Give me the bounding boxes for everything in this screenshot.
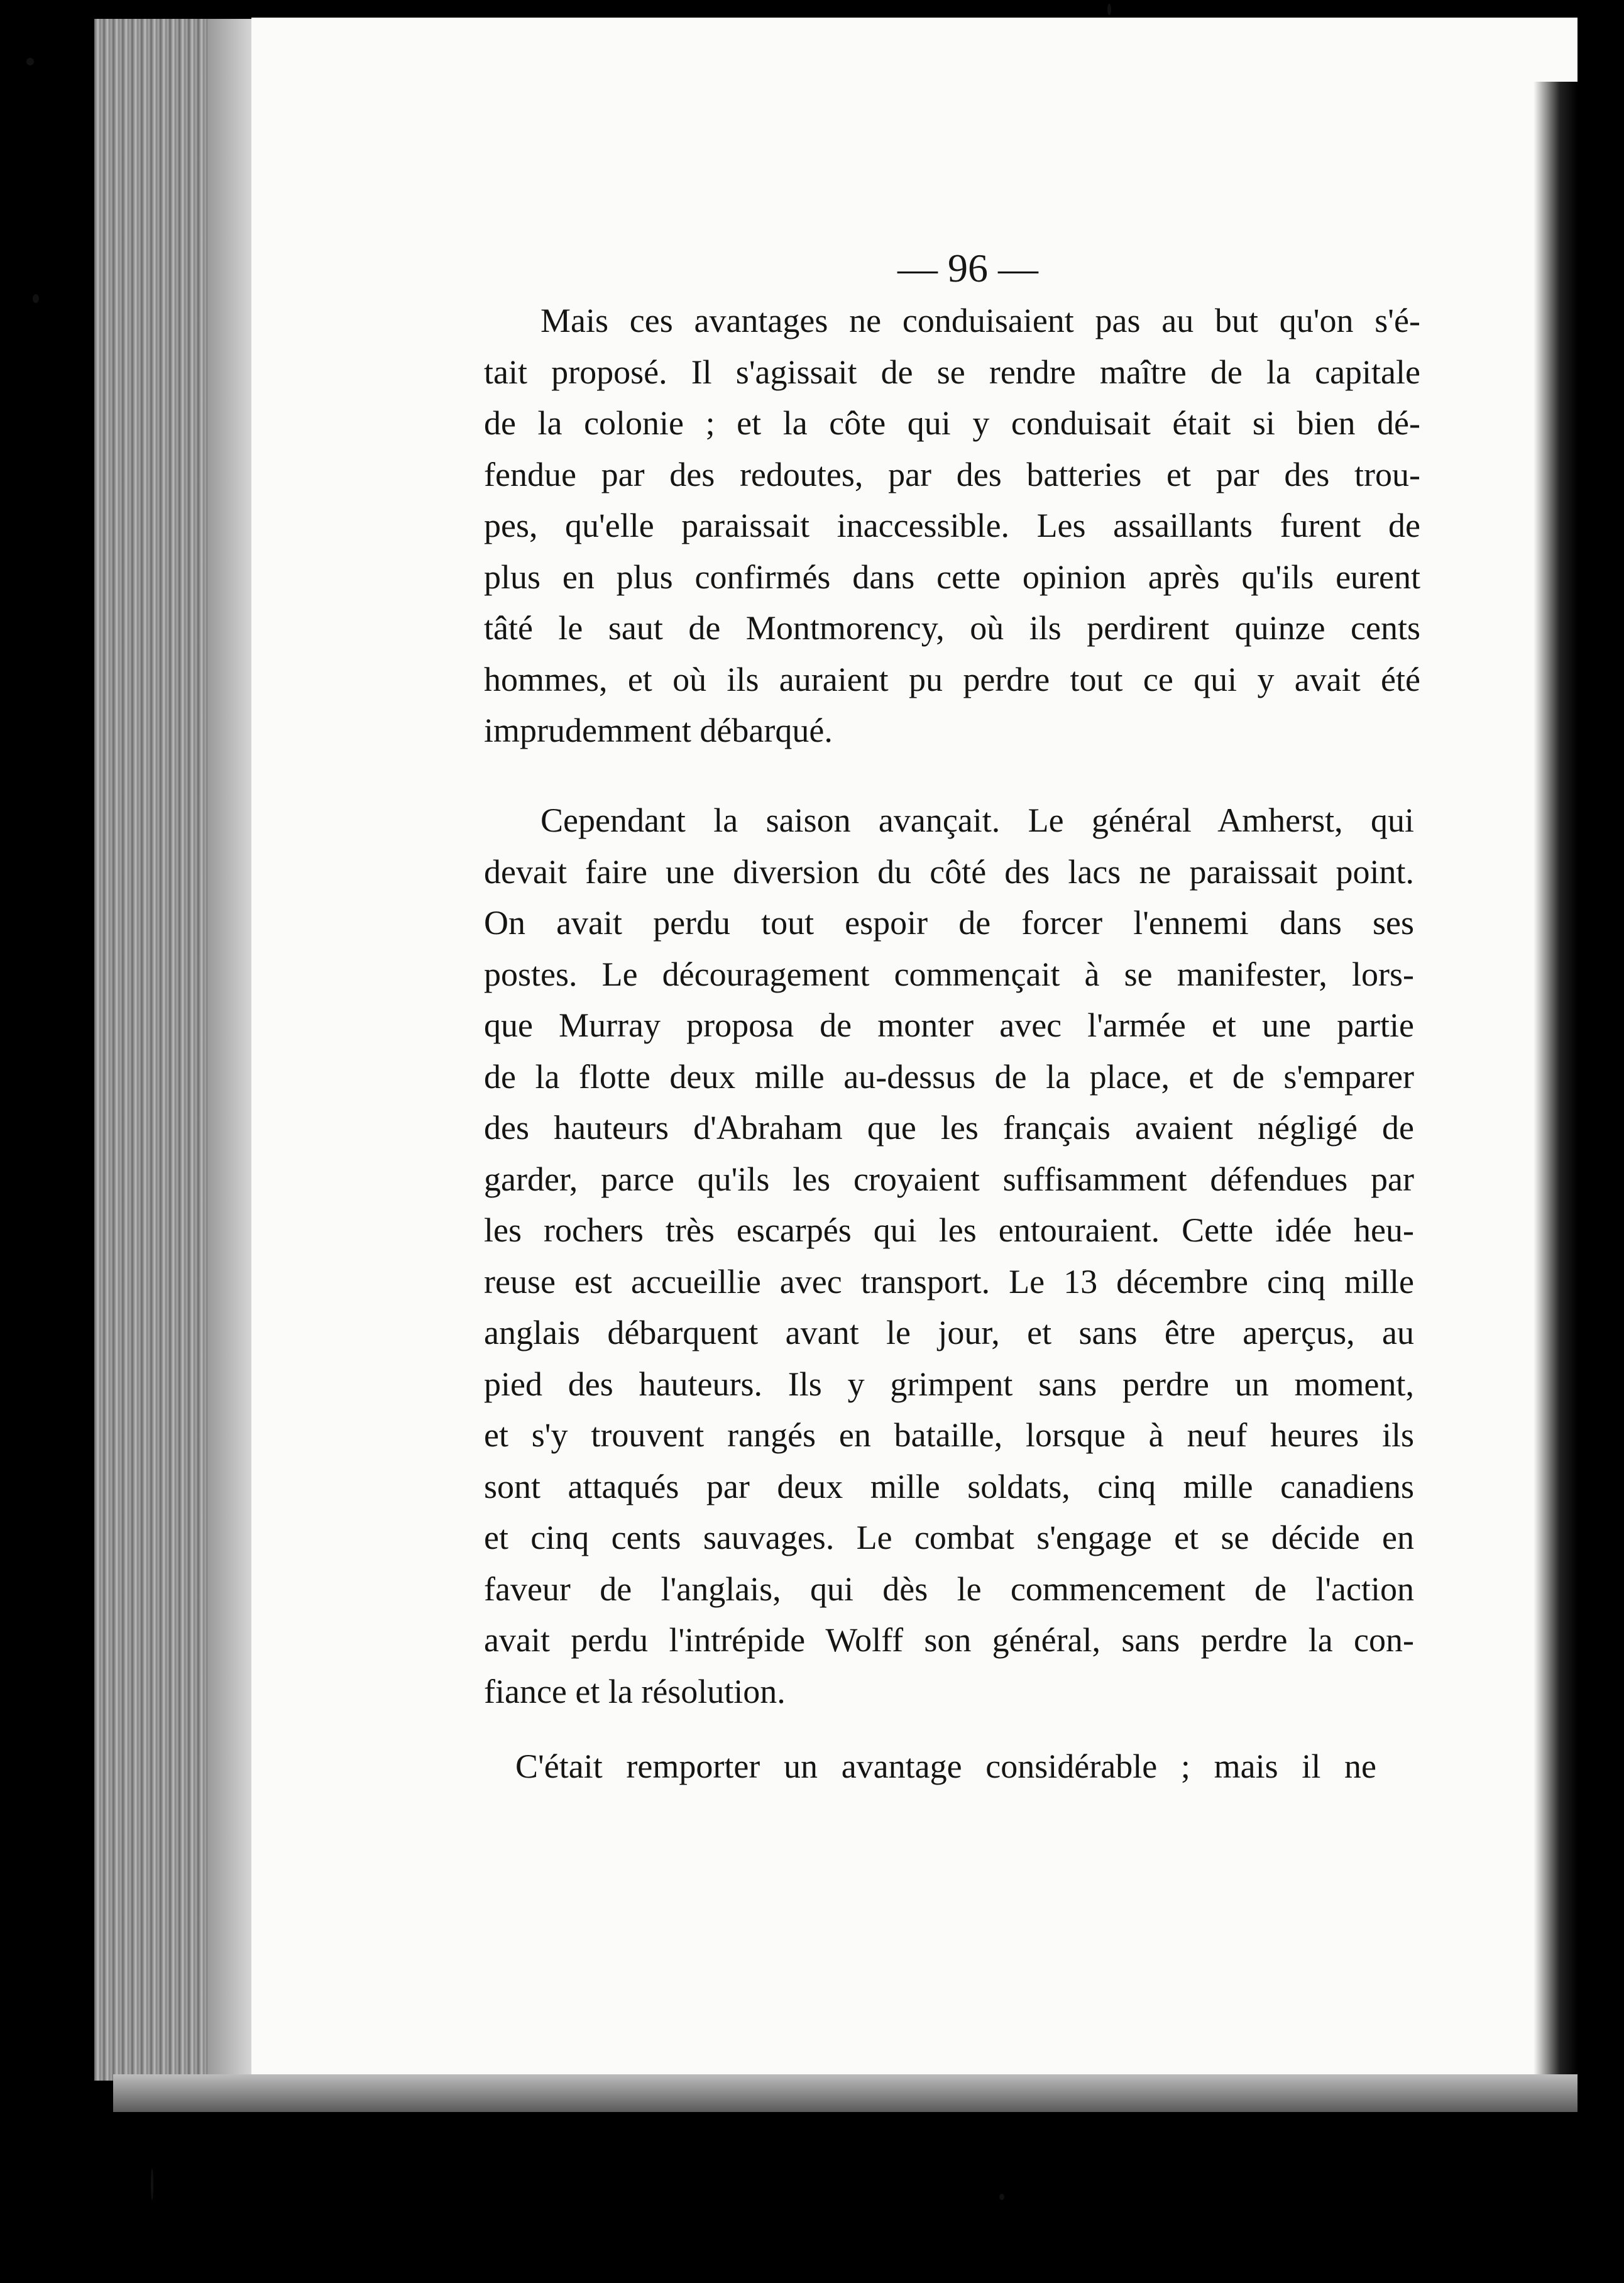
text-line: Mais ces avantages ne conduisaient pas au but qu'on s'é- xyxy=(540,302,1420,339)
text-line: faveur de l'anglais, qui dès le commencement de l'action xyxy=(484,1570,1414,1608)
scan-border-bottom xyxy=(113,2074,1577,2112)
text-line: reuse est accueillie avec transport. Le 13 décembre cinq mille xyxy=(484,1262,1414,1301)
text-line: et cinq cents sauvages. Le combat s'engage et se décide en xyxy=(484,1519,1414,1556)
scan-speck xyxy=(26,58,34,65)
text-line: les rochers très escarpés qui les entouraient. Cette idée heu- xyxy=(484,1211,1414,1249)
text-line: hommes, et où ils auraient pu perdre tout ce qui y avait été xyxy=(484,660,1420,698)
text-line: On avait perdu tout espoir de forcer l'ennemi dans ses xyxy=(484,904,1414,942)
text-line: pes, qu'elle paraissait inaccessible. Les assaillants furent de xyxy=(484,507,1420,544)
paragraph-2 xyxy=(484,795,1414,1717)
text-line: tâté le saut de Montmorency, où ils perdirent quinze cents xyxy=(484,609,1420,647)
text-line: C'était remporter un avantage considérable ; mais il ne xyxy=(515,1747,1376,1785)
paragraph-1 xyxy=(484,295,1420,757)
text-line: Cependant la saison avançait. Le général Amherst, qui xyxy=(540,801,1414,839)
text-line: sont attaqués par deux mille soldats, cinq mille canadiens xyxy=(484,1467,1414,1505)
scan-speck xyxy=(999,2194,1004,2200)
text-line: fiance et la résolution. xyxy=(484,1672,786,1710)
text-line: de la colonie ; et la côte qui y conduisait était si bien dé- xyxy=(484,404,1420,442)
scan-speck xyxy=(151,2169,153,2200)
text-line: fendue par des redoutes, par des batteries et par des trou- xyxy=(484,455,1420,493)
scan-speck xyxy=(1107,4,1111,15)
scan-speck xyxy=(33,294,39,303)
text-line: de la flotte deux mille au-dessus de la place, et de s'emparer xyxy=(484,1057,1414,1096)
paragraph-3 xyxy=(484,1741,1376,1793)
text-line: postes. Le découragement commençait à se manifester, lors- xyxy=(484,955,1414,993)
text-line: imprudemment débarqué. xyxy=(484,712,833,749)
scan-border-right xyxy=(1533,82,1577,2093)
text-line: pied des hauteurs. Ils y grimpent sans perdre un moment, xyxy=(484,1365,1414,1403)
page-number: — 96 — xyxy=(897,246,1038,290)
text-line: des hauteurs d'Abraham que les français avaient négligé de xyxy=(484,1109,1414,1147)
text-line: avait perdu l'intrépide Wolff son général, sans perdre la con- xyxy=(484,1621,1414,1659)
text-line: garder, parce qu'ils les croyaient suffisamment défendues par xyxy=(484,1160,1414,1198)
text-line: que Murray proposa de monter avec l'armée et une partie xyxy=(484,1006,1414,1044)
text-line: anglais débarquent avant le jour, et sans être aperçus, au xyxy=(484,1314,1414,1351)
text-line: et s'y trouvent rangés en bataille, lorsque à neuf heures ils xyxy=(484,1416,1414,1454)
text-line: devait faire une diversion du côté des lacs ne paraissait point. xyxy=(484,852,1414,891)
text-line: plus en plus confirmés dans cette opinion après qu'ils eurent xyxy=(484,558,1420,596)
text-line: tait proposé. Il s'agissait de se rendre maître de la capitale xyxy=(484,353,1420,391)
